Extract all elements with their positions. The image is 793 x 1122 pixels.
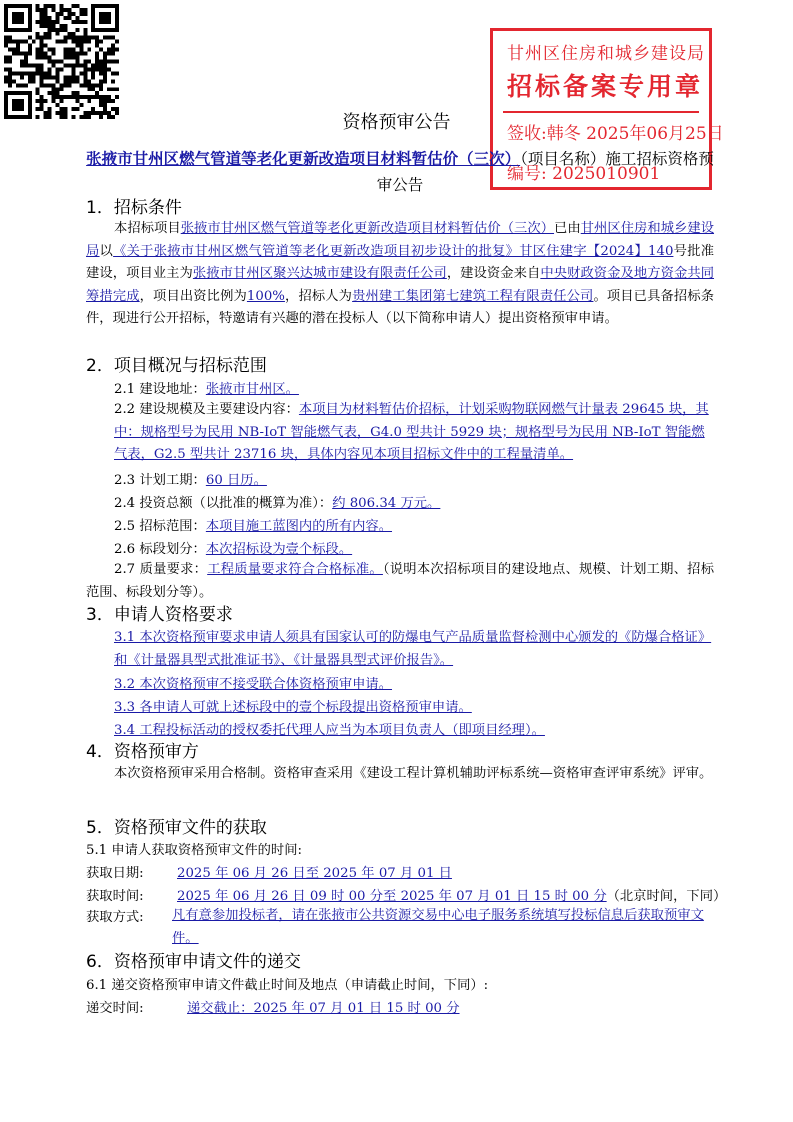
section-4-body: 本次资格预审采用合格制。资格审查采用《建设工程计算机辅助评标系统—资格审查评审系统》评审。 <box>114 766 713 781</box>
item-2-1: 2.1 建设地址：张掖市甘州区。 <box>114 382 299 397</box>
item-2-4: 2.4 投资总额（以批准的概算为准）：约 806.34 万元。 <box>114 496 441 511</box>
scope-link[interactable]: 本项目为材料暂估价招标，计划采购物联网燃气计量表 29645 块，其中：规格型号为民用 NB-IoT 智能燃气表，G4.0 型共计 5929 块；规格型号为民用 NB-IoT 智能燃气表，G2.5 型共计 23716 块，具体内容见本项目招标文件中的工程量清单。 <box>114 402 709 463</box>
submit-time-value[interactable]: 递交截止：2025 年 07 月 01 日 15 时 00 分 <box>187 1001 460 1016</box>
ratio-link[interactable]: 100% <box>246 288 285 304</box>
subtitle-rest: （项目名称）施工招标资格预审公告 <box>376 150 714 194</box>
owner-link[interactable]: 张掖市甘州区聚兴达城市建设有限责任公司 <box>192 266 447 282</box>
obtain-time-value[interactable]: 2025 年 06 月 26 日 09 时 00 分至 2025 年 07 月 01 日 15 时 00 分 <box>177 889 607 904</box>
section-1-body: 本招标项目张掖市甘州区燃气管道等老化更新改造项目材料暂估价（三次）已由甘州区住房和城乡建设局以《关于张掖市甘州区燃气管道等老化更新改造项目初步设计的批复》甘区住建字【2024】140号批准建设，项目业主为张掖市甘州区聚兴达城市建设有限责任公司，建设资金来自中央财政资金及地方资金共同筹措完成，项目出资比例为100%，招标人为贵州建工集团第七建筑工程有限责任公司。项目已具备招标条件，现进行公开招标，特邀请有兴趣的潜在投标人（以下简称申请人）提出资格预审申请。 <box>86 221 715 327</box>
obtain-method-row: 获取方式: 凡有意参加投标者，请在张掖市公共资源交易中心电子服务系统填写投标信息后获取预审文件。 <box>86 906 716 952</box>
item-3-2 <box>114 673 392 692</box>
obtain-time-row: 获取时间: 2025 年 06 月 26 日 09 时 00 分至 2025 年 07 月 01 日 15 时 00 分（北京时间，下同） <box>86 889 727 904</box>
obtain-date-value[interactable]: 2025 年 06 月 26 日至 2025 年 07 月 01 日 <box>177 866 452 881</box>
section-3-heading: 3．申请人资格要求 <box>86 605 233 625</box>
tenderer-link[interactable]: 贵州建工集团第七建筑工程有限责任公司 <box>352 288 594 304</box>
consortium-link[interactable]: 3.2 本次资格预审不接受联合体资格预审申请。 <box>114 677 393 692</box>
obtain-method-value[interactable]: 凡有意参加投标者，请在张掖市公共资源交易中心电子服务系统填写投标信息后获取预审文件。 <box>172 908 704 946</box>
obtain-date-row: 获取日期: 2025 年 06 月 26 日至 2025 年 07 月 01 日 <box>86 862 716 881</box>
agent-link[interactable]: 3.4 工程投标活动的授权委托代理人应当为本项目负责人（即项目经理）。 <box>114 723 545 738</box>
section-1-heading: 1．招标条件 <box>86 198 182 218</box>
fund-source-link[interactable]: 中央财政资金及地方资金共同筹措完成 <box>86 266 715 304</box>
duration-link[interactable]: 60 日历。 <box>205 473 267 488</box>
item-2-3: 2.3 计划工期：60 日历。 <box>114 473 267 488</box>
item-2-5: 2.5 招标范围：本项目施工蓝图内的所有内容。 <box>114 519 393 534</box>
stamp-number: 编号: 2025010901 <box>507 164 661 184</box>
bid-scope-link[interactable]: 本项目施工蓝图内的所有内容。 <box>205 519 393 534</box>
stamp-signoff: 签收:韩冬 2025年06月25日 <box>507 124 724 144</box>
investment-link[interactable]: 约 806.34 万元。 <box>332 496 441 511</box>
item-2-6: 2.6 标段划分：本次招标设为壹个标段。 <box>114 542 353 557</box>
section-split-link[interactable]: 本次招标设为壹个标段。 <box>205 542 353 557</box>
project-link[interactable]: 张掖市甘州区燃气管道等老化更新改造项目材料暂估价（三次） <box>180 221 555 236</box>
approval-doc-link[interactable]: 《关于张掖市甘州区燃气管道等老化更新改造项目初步设计的批复》甘区住建字【2024】140 <box>113 243 674 259</box>
section-4-heading: 4．资格预审方 <box>86 742 199 762</box>
obtain-intro: 5.1 申请人获取资格预审文件的时间: <box>86 843 303 858</box>
section-6-heading: 6．资格预审申请文件的递交 <box>86 952 301 972</box>
stamp-title: 招标备案专用章 <box>507 72 704 101</box>
address-link[interactable]: 张掖市甘州区。 <box>205 382 299 397</box>
document-title: 资格预审公告 <box>342 112 451 133</box>
quality-link[interactable]: 工程质量要求符合合格标准。 <box>207 562 383 577</box>
project-name-link[interactable]: 张掖市甘州区燃气管道等老化更新改造项目材料暂估价（三次） <box>86 149 521 168</box>
section-2-heading: 2．项目概况与招标范围 <box>86 356 267 376</box>
qr-code-icon <box>4 4 119 119</box>
item-3-1 <box>114 627 714 672</box>
submit-intro: 6.1 递交资格预审申请文件截止时间及地点（申请截止时间，下同）: <box>86 978 489 993</box>
submit-time-row: 递交时间: 递交截止：2025 年 07 月 01 日 15 时 00 分 <box>86 997 716 1016</box>
section-5-heading: 5．资格预审文件的获取 <box>86 818 267 838</box>
approver-link[interactable]: 甘州区住房和城乡建设局 <box>86 221 715 259</box>
qualification-link[interactable]: 3.1 本次资格预审要求申请人须具有国家认可的防爆电气产品质量监督检测中心颁发的《防爆合格证》和《计量器具型式批准证书》、《计量器具型式评价报告》。 <box>114 630 712 668</box>
item-3-3 <box>114 696 472 715</box>
bid-section-link[interactable]: 3.3 各申请人可就上述标段中的壹个标段提出资格预审申请。 <box>114 700 472 715</box>
item-3-4 <box>114 719 545 738</box>
item-2-2: 2.2 建设规模及主要建设内容：本项目为材料暂估价招标，计划采购物联网燃气计量表 29645 块，其中：规格型号为民用 NB-IoT 智能燃气表，G4.0 型共计 5929 块；规格型号为民用 NB-IoT 智能燃气表，G2.5 型共计 23716 块，具体内容见本项目招标文件中的工程量清单。 <box>114 402 709 463</box>
document-subtitle <box>84 146 716 198</box>
item-2-7: 2.7 质量要求：工程质量要求符合合格标准。（说明本次招标项目的建设地点、规模、计划工期、招标范围、标段划分等）。 <box>86 562 714 600</box>
stamp-authority: 甘州区住房和城乡建设局 <box>507 44 705 64</box>
